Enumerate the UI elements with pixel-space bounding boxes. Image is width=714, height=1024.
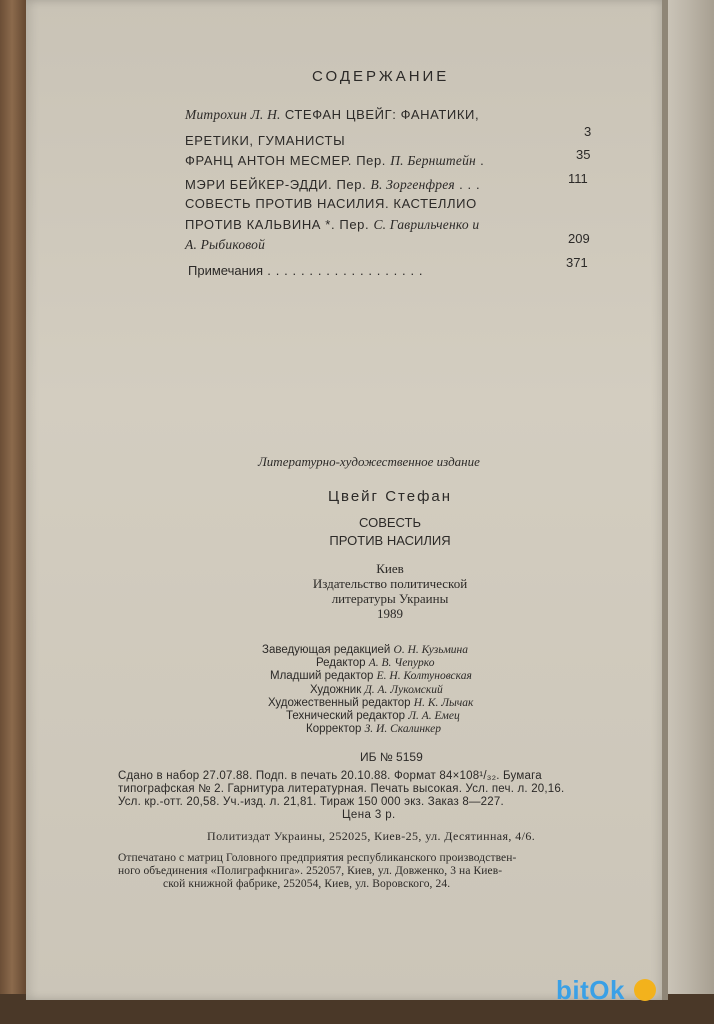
toc-entry-2-page: 35 — [576, 147, 591, 162]
book-title-line2: ПРОТИВ НАСИЛИЯ — [329, 533, 451, 548]
toc-entry-1-page: 3 — [584, 124, 592, 139]
tech-line-3: Усл. кр.-отт. 20,58. Уч.-изд. л. 21,81. Тираж 150 000 экз. Заказ 8—227. — [118, 796, 504, 808]
credit-role: Младший редактор — [270, 670, 374, 683]
watermark-sun-icon — [634, 979, 656, 1001]
credit-role: Заведующая редакцией — [262, 644, 391, 656]
toc-entry-4-trans: Пер. — [339, 217, 370, 232]
toc-entry-5 — [188, 263, 423, 278]
printer-line-2: ного объединения «Полиграфкнига». 252057, Киев, ул. Довженко, 3 на Киев- — [118, 865, 503, 877]
publisher-line2: литературы Украины — [331, 591, 449, 606]
watermark-text: bitOk — [556, 975, 625, 1005]
publisher-line1: Издательство политической — [312, 576, 468, 591]
ib-number: ИБ № 5159 — [360, 750, 423, 764]
toc-entry-4-line2 — [185, 217, 479, 233]
tech-line-1: Сдано в набор 27.07.88. Подп. в печать 20.10.88. Формат 84×108¹/₃₂. Бумага — [118, 770, 542, 782]
toc-entry-5-title: Примечания — [188, 263, 264, 278]
toc-entry-4-line3 — [185, 237, 265, 253]
toc-entry-3 — [185, 177, 480, 193]
toc-entry-5-page: 371 — [566, 255, 588, 270]
toc-entry-2-trans: Пер. — [356, 153, 387, 168]
credit-role: Технический редактор — [286, 710, 405, 723]
price: Цена 3 р. — [342, 809, 396, 821]
tech-line-2: типографская № 2. Гарнитура литературная. Печать высокая. Усл. печ. л. 20,16. — [118, 783, 565, 795]
credit-row — [262, 657, 473, 670]
credit-name: З. И. Скалинкер — [364, 723, 442, 736]
page-edge-shadow — [662, 0, 668, 1000]
edition-type: Литературно-художественное издание — [258, 454, 480, 469]
credit-row — [262, 684, 473, 697]
toc-entry-2-translator: П. Бернштейн — [390, 153, 476, 168]
credit-row — [262, 697, 473, 710]
editorial-credits — [262, 644, 473, 736]
toc-entry-4-page: 209 — [568, 231, 590, 246]
book-author: Цвейг Стефан — [327, 488, 453, 505]
toc-entry-5-dots: . . . . . . . . . . . . . . . . . . . — [267, 263, 424, 278]
credit-name: Е. Н. Колтуновская — [376, 670, 472, 683]
toc-entry-1-title: СТЕФАН ЦВЕЙГ: ФАНАТИКИ, — [284, 107, 480, 122]
next-page-edge — [660, 0, 714, 1024]
publish-year: 1989 — [377, 606, 403, 621]
publish-city: Киев — [376, 561, 404, 576]
toc-entry-3-page: 111 — [568, 171, 588, 186]
credit-row — [262, 723, 473, 736]
printer-line-3: ской книжной фабрике, 252054, Киев, ул. Воровского, 24. — [163, 878, 451, 890]
toc-entry-1-author: Митрохин Л. Н. — [185, 107, 281, 122]
toc-entry-3-translator: В. Зоргенфрея — [370, 177, 455, 192]
credit-row — [262, 670, 473, 683]
credit-row — [262, 710, 473, 723]
printer-line-1: Отпечатано с матриц Головного предприятия республиканского производствен- — [118, 852, 517, 864]
watermark-logo — [556, 975, 706, 1011]
credit-row — [262, 644, 473, 657]
toc-entry-2-dots: . — [480, 153, 485, 168]
credit-role: Редактор — [316, 657, 366, 670]
credit-role: Художник — [310, 683, 362, 696]
credit-name: О. Н. Кузьмина — [393, 644, 469, 656]
toc-entry-3-trans: Пер. — [336, 177, 367, 192]
toc-entry-1-line2: ЕРЕТИКИ, ГУМАНИСТЫ — [185, 133, 346, 148]
publisher-address: Политиздат Украины, 252025, Киев-25, ул. Десятинная, 4/6. — [207, 829, 536, 843]
credit-role: Корректор — [306, 723, 362, 736]
credit-name: Л. А. Емец — [408, 710, 460, 723]
toc-entry-4-translator2: А. Рыбиковой — [185, 237, 266, 252]
toc-entry-2-title: ФРАНЦ АНТОН МЕСМЕР. — [185, 153, 352, 168]
credit-name: Д. А. Лукомский — [364, 683, 443, 696]
toc-entry-4-title2: ПРОТИВ КАЛЬВИНА *. — [185, 217, 336, 232]
toc-entry-4-translator: С. Гаврильченко и — [373, 217, 480, 232]
toc-title: СОДЕРЖАНИЕ — [312, 68, 450, 85]
credit-name: А. В. Чепурко — [368, 657, 435, 670]
toc-entry-3-title: МЭРИ БЕЙКЕР-ЭДДИ. — [185, 177, 333, 192]
credit-role: Художественный редактор — [268, 696, 411, 709]
credit-name: Н. К. Лычак — [413, 696, 474, 709]
toc-entry-4-line1: СОВЕСТЬ ПРОТИВ НАСИЛИЯ. КАСТЕЛЛИО — [185, 196, 477, 211]
toc-entry-2 — [185, 153, 484, 169]
book-title-line1: СОВЕСТЬ — [359, 515, 421, 530]
toc-entry-1-line1 — [185, 107, 479, 123]
toc-entry-3-dots: . . . — [459, 177, 481, 192]
